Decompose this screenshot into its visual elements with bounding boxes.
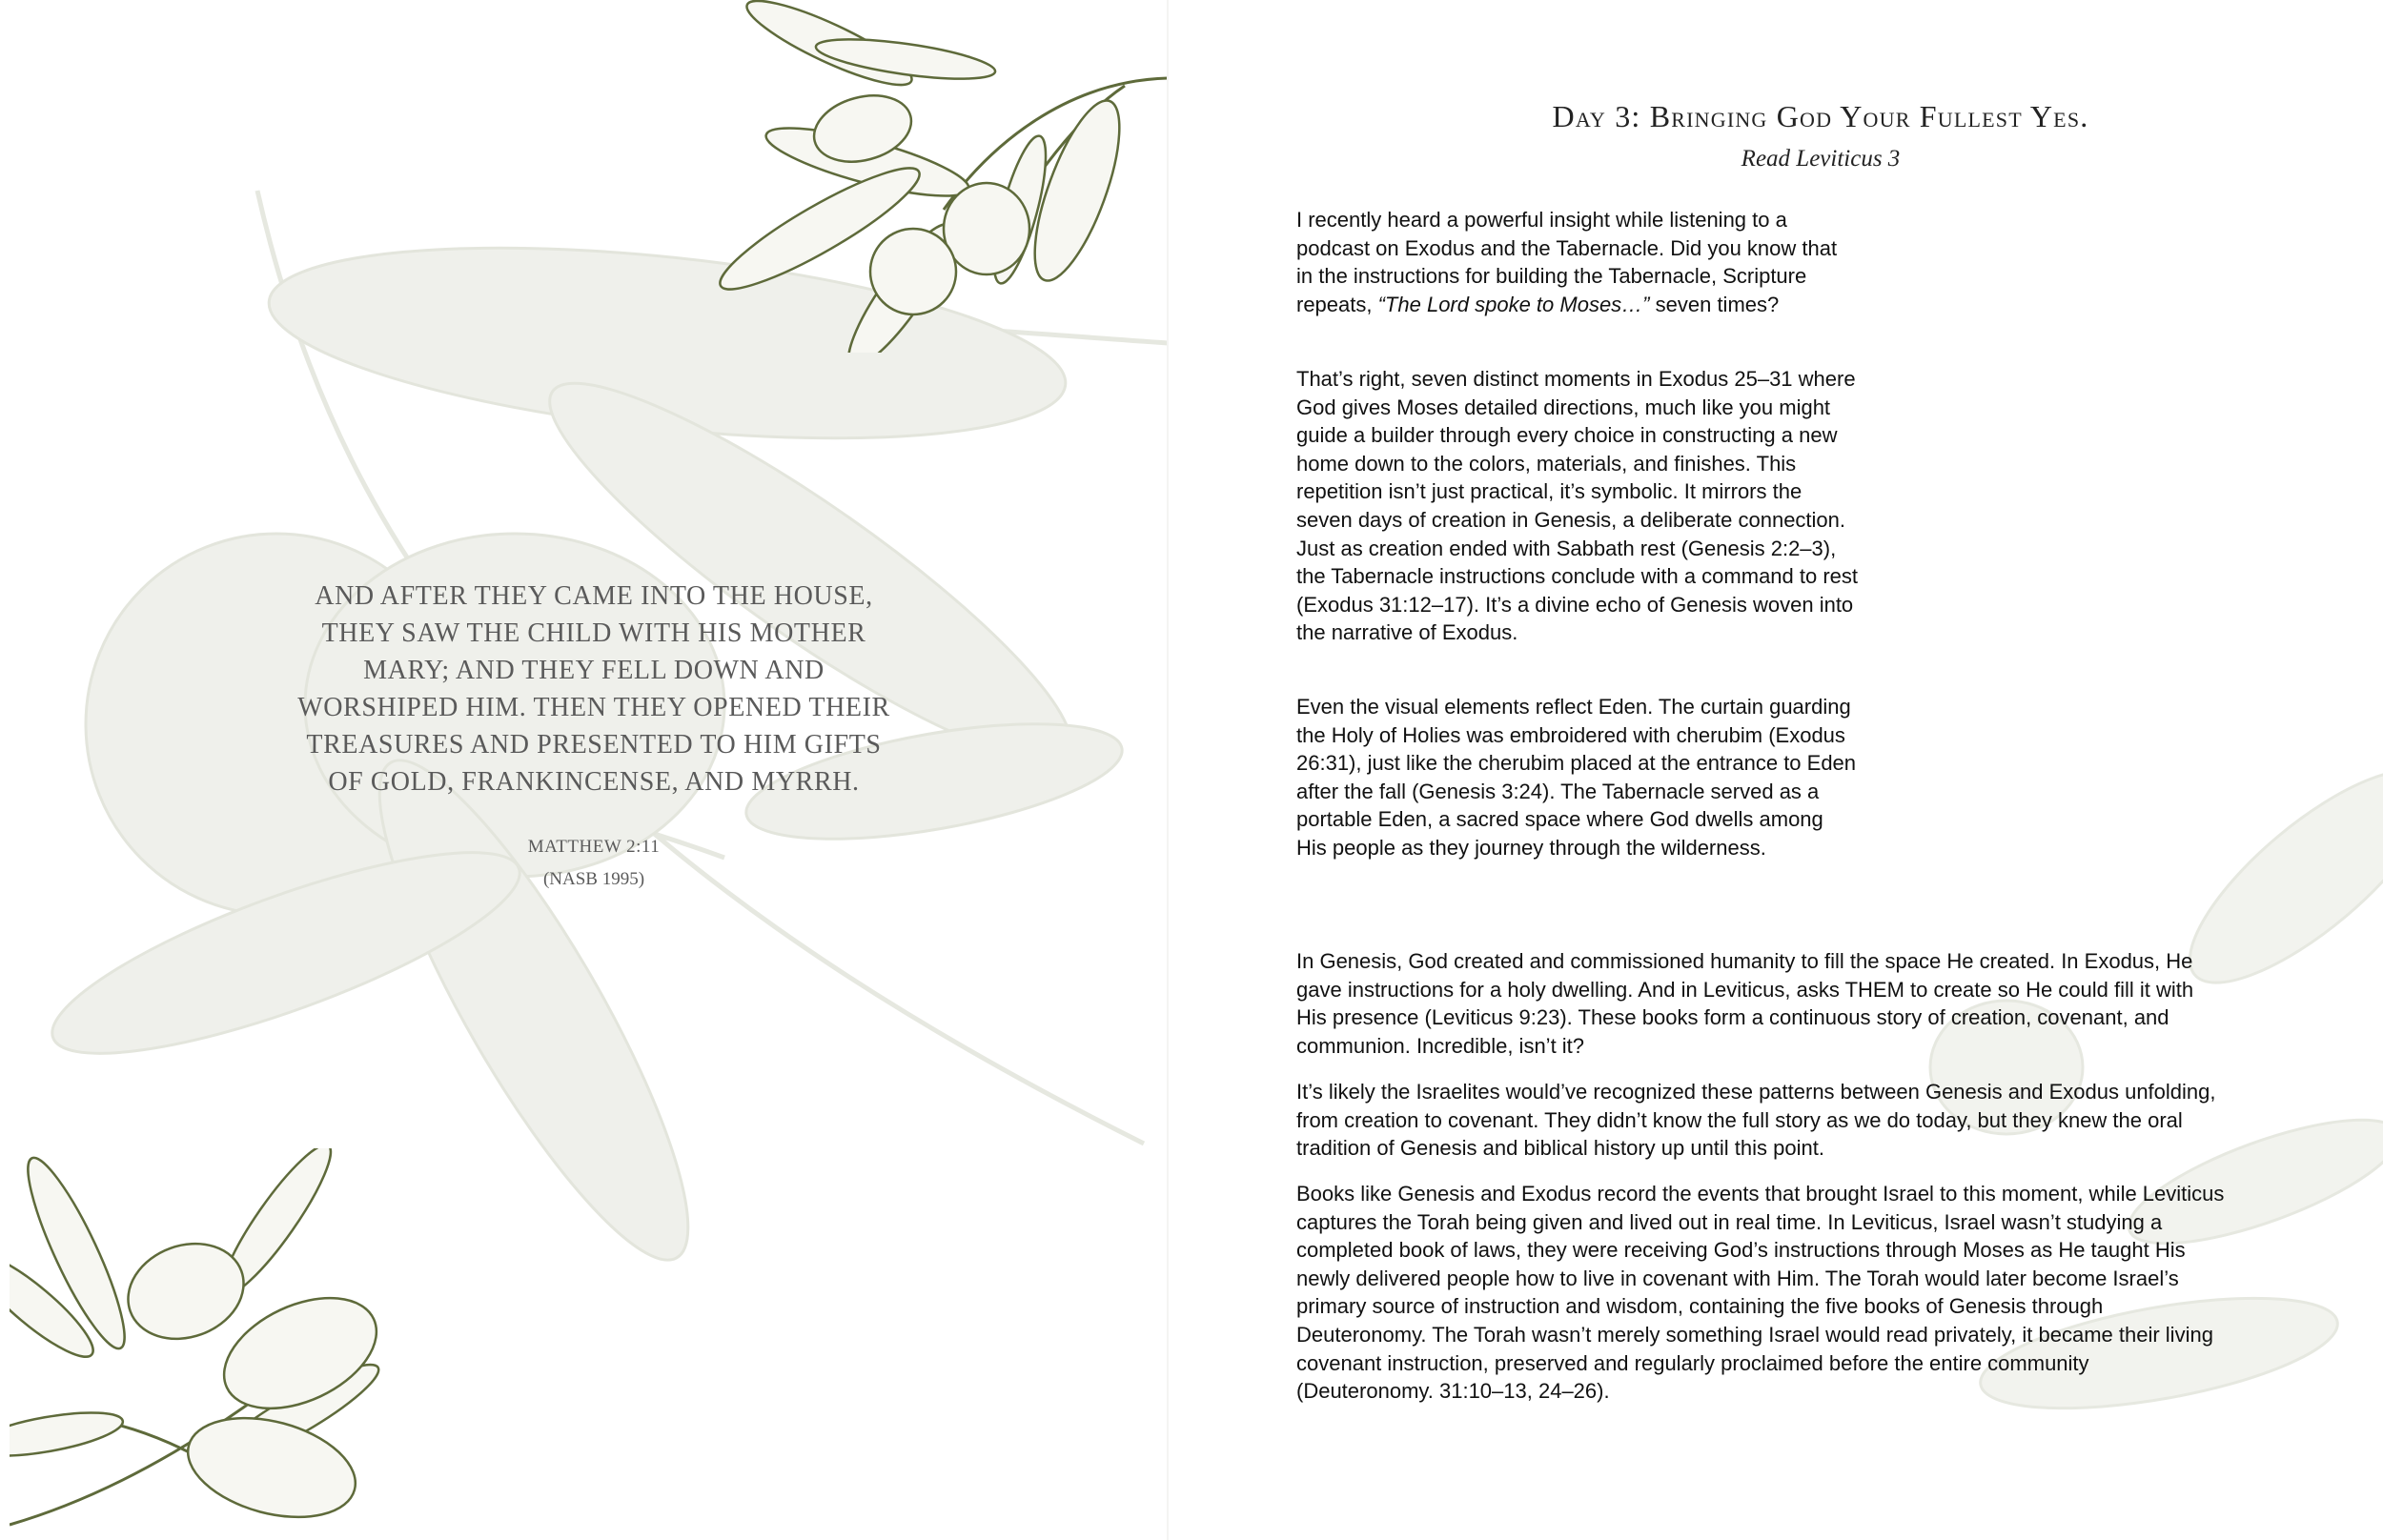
olive-branch-icon xyxy=(10,1148,391,1540)
paragraph-3: Even the visual elements reflect Eden. The curtain guarding the Holy of Holies was embroidered with cherubim (Exodus 26:31), just like the cherubim placed at the entrance to Eden after the fall (Genesis 3:24). The Tabernacle served as a portable Eden, a sacred space where God dwells among His people as they journey through the wilderness. xyxy=(1296,695,1857,860)
paragraph-6: Books like Genesis and Exodus record the events that brought Israel to this moment, while Leviticus captures the Torah being given and lived out in real time. In Leviticus, Israel wasn’t studying a completed book of laws, they were receiving God’s instructions through Moses as He taught His newly delivered people how to live in covenant with Him. The Torah would later become Israel’s primary source of instruction and wisdom, containing the five books of Genesis through Deuteronomy. The Torah wasn’t merely something Israel would read privately, it became their living covenant instruction, preserved and regularly proclaimed before the entire community (Deuteronomy. 31:10–13, 24–26). xyxy=(1296,1182,2225,1404)
paragraph-1-end: seven times? xyxy=(1649,292,1780,316)
verse-version: (NASB 1995) xyxy=(542,869,645,889)
paragraph-5: It’s likely the Israelites would’ve recognized these patterns between Genesis and Exodus unfolding, from creation to covenant. They didn’t know the full story as we do today, but they knew the oral tradition of Genesis and biblical history up until this point. xyxy=(1296,1080,2216,1161)
paragraph-1 xyxy=(1296,206,1859,318)
day-title: Day 3: Bringing God Your Fullest Yes. xyxy=(1552,99,2089,133)
left-page xyxy=(0,0,1168,1540)
reading-assignment: Read Leviticus 3 xyxy=(1741,146,1901,172)
paragraph-2: That’s right, seven distinct moments in Exodus 25–31 where God gives Moses detailed directions, much like you might guide a builder through every choice in constructing a new home down to the colors, materials, and finishes. This repetition isn’t just practical, it’s symbolic. It mirrors the seven days of creation in Genesis, a deliberate connection. Just as creation ended with Sabbath rest (Genesis 2:2–3), the Tabernacle instructions conclude with a command to rest (Exodus 31:12–17). It’s a divine echo of Genesis woven into the narrative of Exodus. xyxy=(1296,367,1859,645)
verse-reference: MATTHEW 2:11 xyxy=(527,837,661,857)
olive-branch-icon xyxy=(705,0,1168,353)
paragraph-4: In Genesis, God created and commissioned humanity to fill the space He created. In Exodus, He gave instructions for a holy dwelling. And in Leviticus, asks THEM to create so He could fill it with His presence (Leviticus 9:23). These books form a continuous story of creation, covenant, and communion. Incredible, isn’t it? xyxy=(1296,949,2194,1058)
paragraph-1-text: I recently heard a powerful insight while listening to a podcast on Exodus and the Tabernacle. Did you know that in the instructions for building the Tabernacle, Scripture repeats, xyxy=(1296,208,1838,316)
scripture-verse: AND AFTER THEY CAME INTO THE HOUSE, THEY SAW THE CHILD WITH HIS MOTHER MARY; AND THEY FELL DOWN AND WORSHIPED HIM. THEN THEY OPENED THEIR TREASURES AND PRESENTED TO HIM GIFTS OF GOLD, FRANKINCENSE, AND MYRRH. xyxy=(297,581,890,797)
quote-text: “The Lord spoke to Moses…” xyxy=(1377,292,1650,316)
